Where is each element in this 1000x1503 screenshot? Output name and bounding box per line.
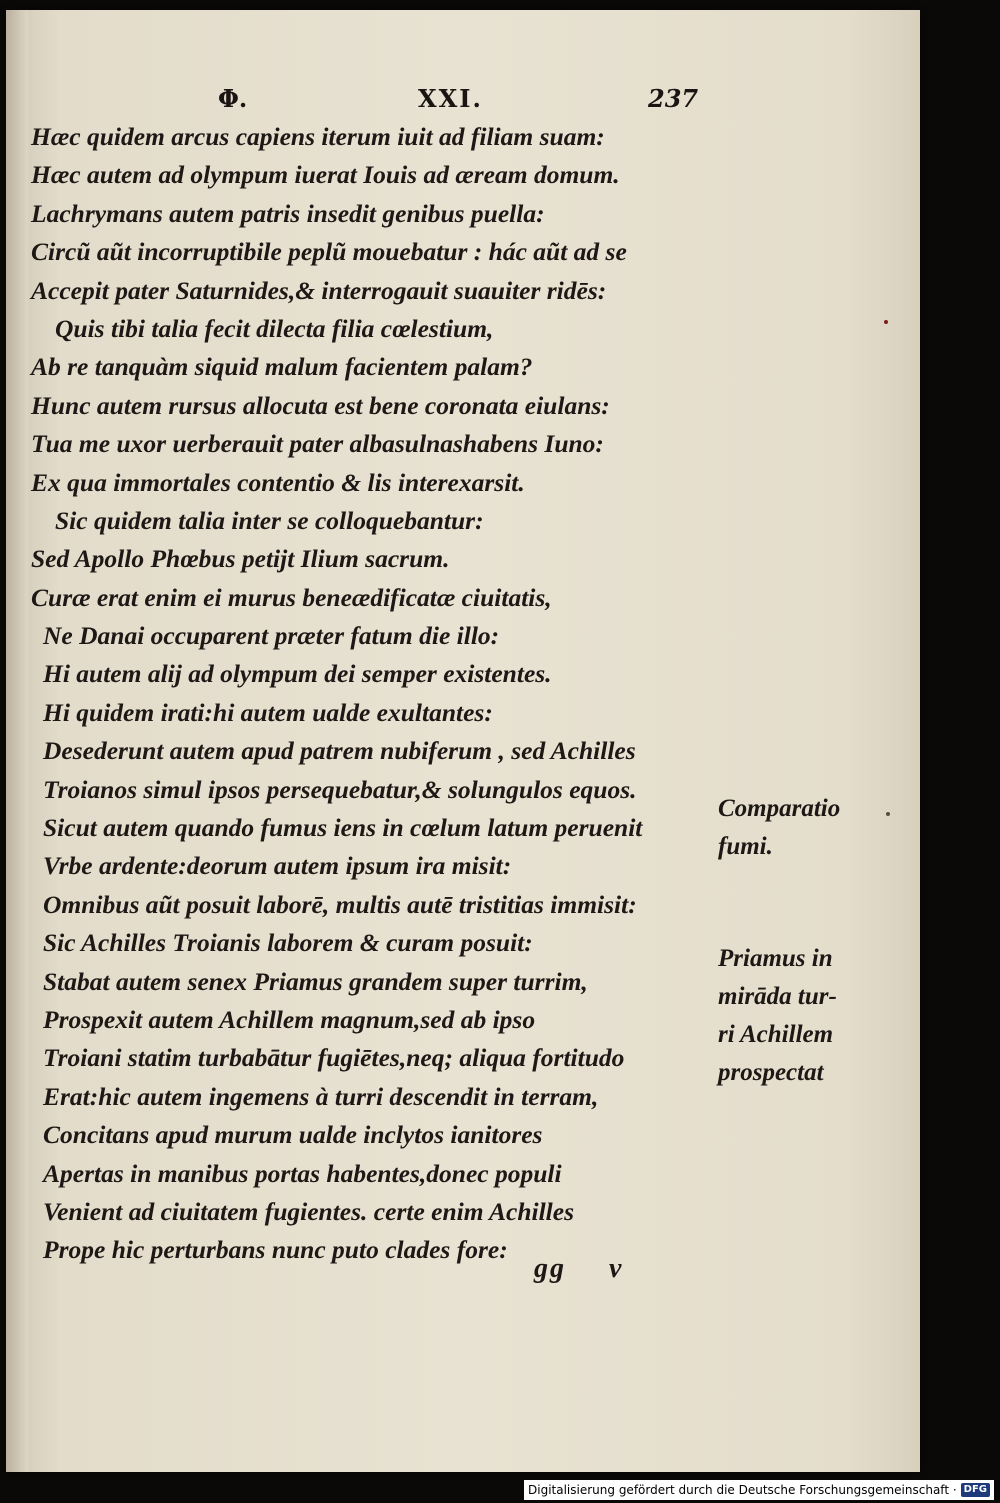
page-gutter — [6, 10, 28, 1472]
marginal-note-line: ri Achillem — [718, 1021, 834, 1048]
verse-line: Hæc autem ad olympum iuerat Iouis ad æream domum. — [31, 160, 620, 190]
verse-line: Venient ad ciuitatem fugientes. certe enim Achilles — [43, 1196, 574, 1226]
verse-line: Quis tibi talia fecit dilecta filia cœlestium, — [55, 313, 494, 343]
verse-text — [31, 118, 721, 1270]
verse-line: Sicut autem quando fumus iens in cœlum latum peruenit — [43, 813, 643, 843]
verse-line: Prope hic perturbans nunc puto clades fore: — [43, 1235, 508, 1265]
marginal-note-line: Comparatio — [718, 795, 841, 822]
paper-speck — [884, 320, 888, 324]
verse-line: Sed Apollo Phœbus petijt Ilium sacrum. — [31, 544, 450, 574]
verse-line: Accepit pater Saturnides,& interrogauit suauiter ridēs: — [31, 275, 607, 305]
header-book-letter: Φ. — [218, 84, 248, 113]
credit-text: Digitalisierung gefördert durch die Deutsche Forschungsgemeinschaft · — [528, 1483, 957, 1497]
marginal-note-comparatio — [718, 790, 878, 866]
marginal-note-line: fumi. — [718, 833, 773, 860]
verse-line: Ne Danai occuparent præter fatum die illo: — [43, 621, 500, 651]
verse-line: Omnibus aũt posuit laborē, multis autē tristitias immisit: — [43, 889, 637, 919]
verse-line: Erat:hic autem ingemens à turri descendit in terram, — [43, 1081, 599, 1111]
verse-line: Sic Achilles Troianis laborem & curam posuit: — [43, 928, 533, 958]
verse-line: Hunc autem rursus allocuta est bene coronata eiulans: — [31, 390, 610, 420]
verse-line: Sic quidem talia inter se colloquebantur: — [55, 505, 484, 535]
signature-number: v — [609, 1253, 624, 1284]
verse-line: Hi autem alij ad olympum dei semper existentes. — [43, 659, 552, 689]
marginal-note-line: Priamus in — [718, 945, 833, 972]
marginal-note-line: mirāda tur- — [718, 983, 837, 1010]
verse-line: Hi quidem irati:hi autem ualde exultantes: — [43, 697, 493, 727]
verse-line: Troianos simul ipsos persequebatur,& solungulos equos. — [43, 774, 637, 804]
verse-line: Troiani statim turbabātur fugiētes,neq; aliqua fortitudo — [43, 1043, 625, 1073]
verse-line: Vrbe ardente:deorum autem ipsum ira misit: — [43, 851, 512, 881]
digitization-credit — [524, 1480, 994, 1500]
verse-line: Ab re tanquàm siquid malum facientem palam? — [31, 352, 533, 382]
verse-line: Tua me uxor uerberauit pater albasulnashabens Iuno: — [31, 429, 604, 459]
book-page — [6, 10, 920, 1472]
page-number: 237 — [648, 84, 699, 113]
verse-line: Apertas in manibus portas habentes,donec populi — [43, 1158, 562, 1188]
running-header — [6, 84, 920, 118]
dfg-logo: DFG — [961, 1483, 990, 1497]
verse-line: Prospexit autem Achillem magnum,sed ab ipso — [43, 1004, 536, 1034]
verse-line: Curæ erat enim ei murus beneædificatæ ciuitatis, — [31, 582, 552, 612]
marginal-note-line: prospectat — [718, 1059, 824, 1086]
paper-speck — [886, 812, 890, 816]
header-book-number: XXI. — [418, 84, 483, 113]
verse-line: Desederunt autem apud patrem nubiferum , sed Achilles — [43, 736, 636, 766]
verse-line: Hæc quidem arcus capiens iterum iuit ad filiam suam: — [31, 122, 605, 151]
verse-line: Concitans apud murum ualde inclytos ianitores — [43, 1120, 543, 1150]
verse-line: Stabat autem senex Priamus grandem super turrim, — [43, 966, 588, 996]
marginal-note-priamus — [718, 940, 878, 1092]
verse-line: Ex qua immortales contentio & lis interexarsit. — [31, 467, 525, 497]
verse-line: Lachrymans autem patris insedit genibus puella: — [31, 198, 545, 228]
signature-mark — [534, 1253, 657, 1285]
verse-line: Circũ aũt incorruptibile peplũ mouebatur : hác aũt ad se — [31, 237, 627, 267]
signature-letters: gg — [534, 1253, 566, 1284]
